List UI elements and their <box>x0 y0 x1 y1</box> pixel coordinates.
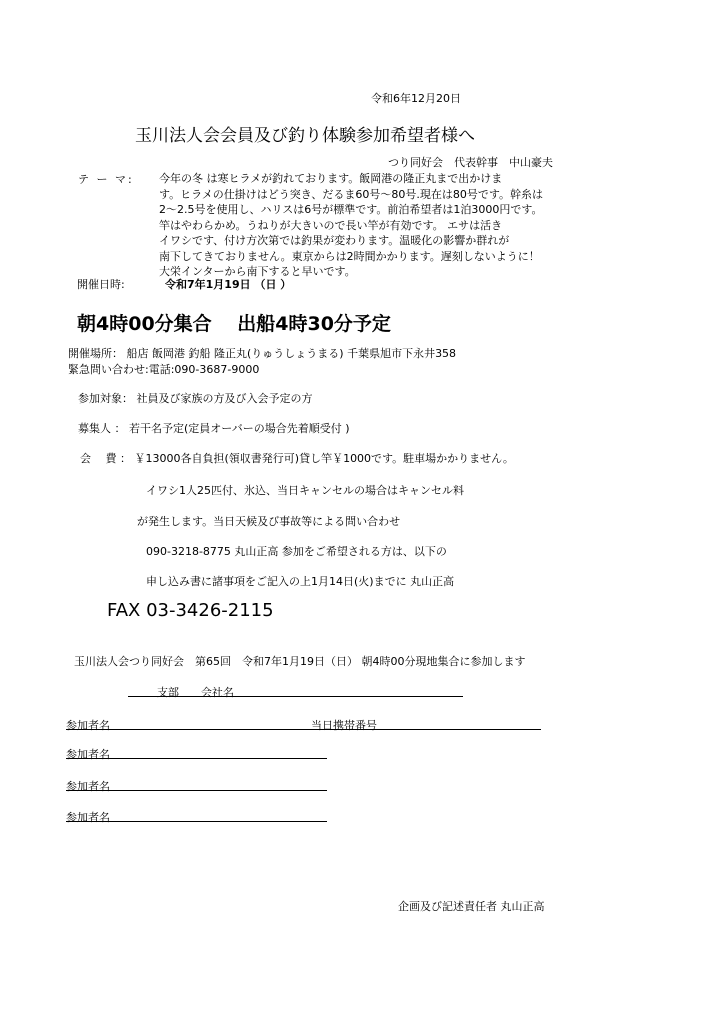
theme-line: 2～2.5号を使用し、ハリスは6号が標準です。前泊希望者は1泊3000円です。 <box>159 203 543 216</box>
participant-label: 参加者名 <box>66 780 110 793</box>
application-line: 玉川法人会つり同好会 第65回 令和7年1月19日（日） 朝4時00分現地集合に参加します <box>74 655 526 668</box>
document-date: 令和6年12月20日 <box>371 92 461 105</box>
theme-label: テ ー マ: <box>78 173 134 186</box>
fee-line: イワシ1人25匹付、氷込、当日キャンセルの場合はキャンセル料 <box>146 484 464 497</box>
mobile-label: 当日携帯番号 <box>311 719 377 732</box>
fee-line: が発生します。当日天候及び事故等による問い合わせ <box>137 515 401 528</box>
theme-line: 今年の冬 は寒ヒラメが釣れております。飯岡港の隆正丸まで出かけま <box>159 172 503 185</box>
theme-line: す。ヒラメの仕掛けはどう突き、だるま60号～80号.現在は80号です。幹糸は <box>159 187 543 201</box>
participant-name-field[interactable] <box>66 729 541 730</box>
theme-body <box>159 171 599 280</box>
event-date-value: 令和7年1月19日 （日 ） <box>165 278 292 291</box>
participant-name-field[interactable] <box>66 758 327 759</box>
theme-line: 大栄インターから南下すると早いです。 <box>159 265 356 278</box>
emergency-contact: 緊急問い合わせ:電話:090-3687-9000 <box>68 363 260 376</box>
theme-line: 竿はやわらかめ。うねりが大きいので長い竿が有効です。 エサは活き <box>159 218 503 232</box>
branch-company-underline[interactable] <box>128 696 463 697</box>
fee-line: 申し込み書に諸事項をご記入の上1月14日(火)までに 丸山正高 <box>146 575 455 588</box>
theme-line: 南下してきておりません。東京からは2時間かかります。遅刻しないように！ <box>159 249 540 263</box>
document-title: 玉川法人会会員及び釣り体験参加希望者様へ <box>135 126 475 146</box>
organizer-line: 企画及び記述責任者 丸山正高 <box>398 900 545 913</box>
assembly-time: 朝4時00分集合 出船4時30分予定 <box>77 313 391 335</box>
participant-label: 参加者名 <box>66 811 110 824</box>
event-date-label: 開催日時: <box>77 278 125 291</box>
participant-name-field[interactable] <box>66 821 327 822</box>
fee-line: 090-3218-8775 丸山正高 参加をご希望される方は、以下の <box>146 545 447 558</box>
theme-line: イワシです、付け方次第では釣果が変わります。温暖化の影響か群れが <box>159 234 510 247</box>
target-audience: 参加対象： 社員及び家族の方及び入会予定の方 <box>78 392 313 405</box>
recruitment-line: 募集人 ： 若干名予定(定員オーバーの場合先着順受付 ) <box>78 422 350 435</box>
author-line: つり同好会 代表幹事 中山豪夫 <box>388 156 553 169</box>
fee-line: 会 費 ： ￥13000各自負担(領収書発行可)貸し竿￥1000です。駐車場かかりません。 <box>80 452 514 465</box>
participant-label: 参加者名 <box>66 748 110 761</box>
participant-name-field[interactable] <box>66 790 327 791</box>
branch-company-label: 支部 会社名 <box>157 686 234 699</box>
participant-label: 参加者名 <box>66 719 110 732</box>
venue-line: 開催場所： 船店 飯岡港 釣船 隆正丸(りゅうしょうまる) 千葉県旭市下永井358 <box>68 347 457 360</box>
fax-number: FAX 03-3426-2115 <box>107 600 274 621</box>
